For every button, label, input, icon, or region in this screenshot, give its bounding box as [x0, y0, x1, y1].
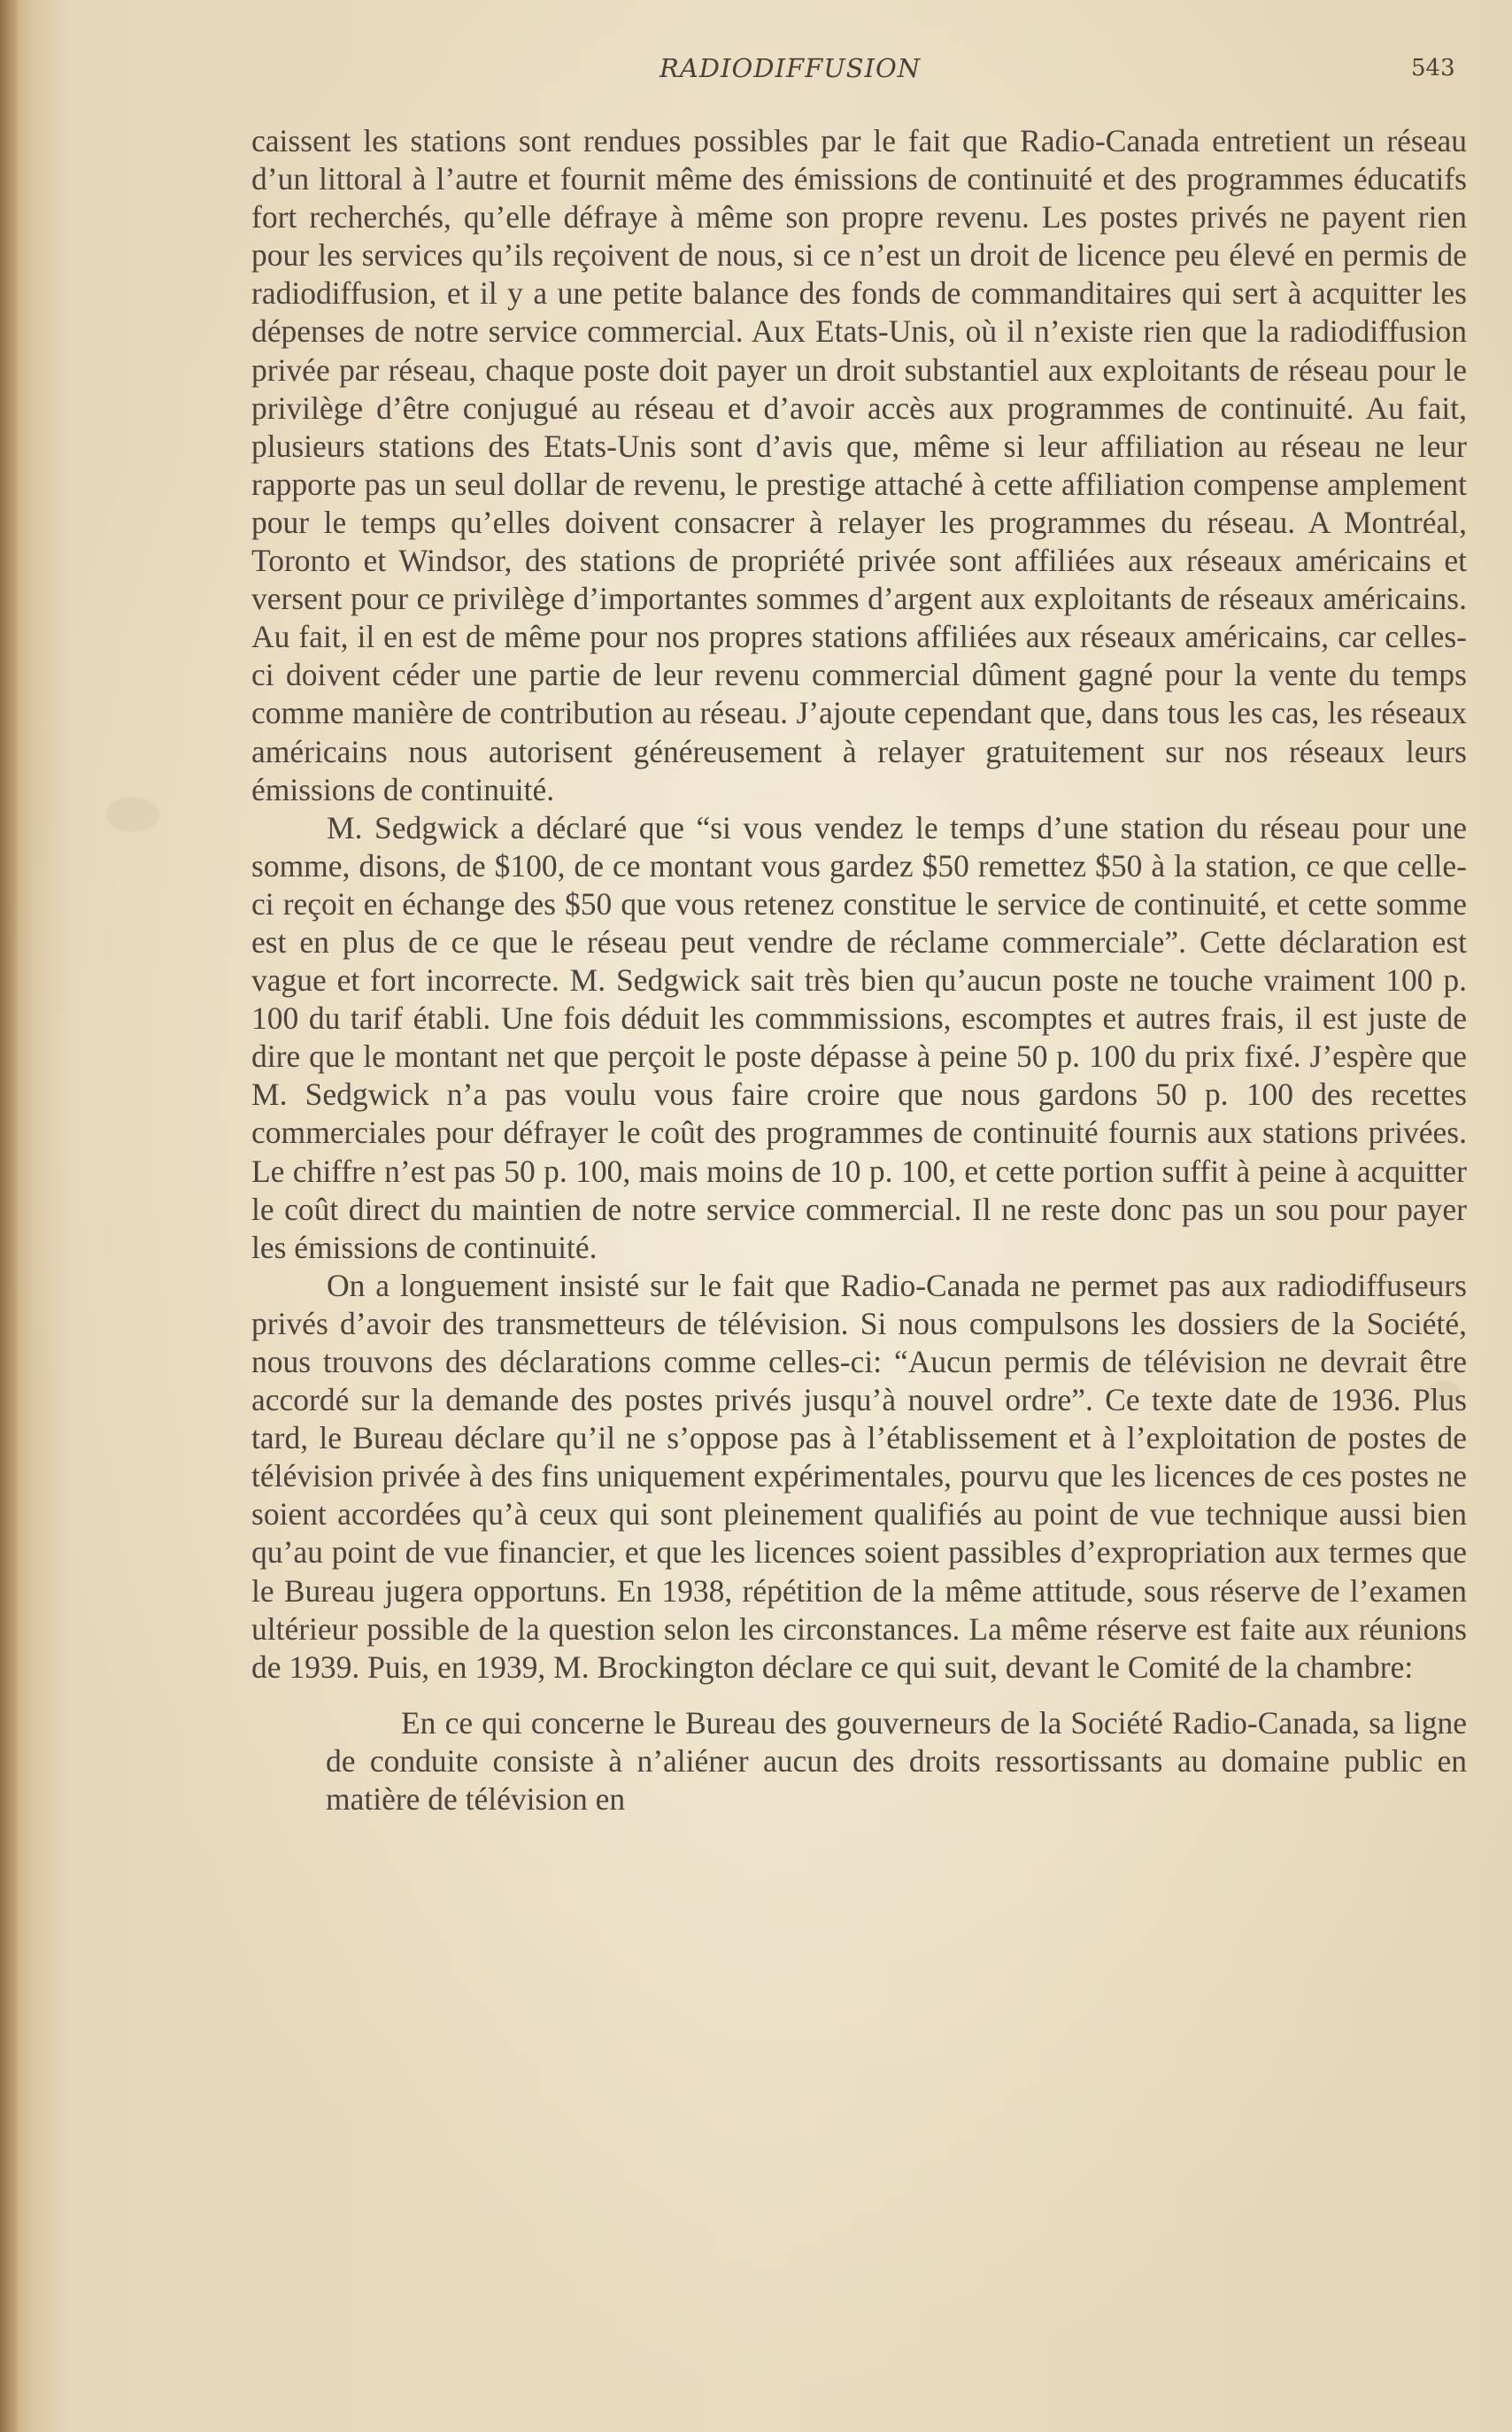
paragraph-television: On a longuement insisté sur le fait que Radio-Canada ne permet pas aux radiodiffuseurs privés d’avoir des transmetteurs de télévision. Si nous compulsons les dossiers de la Société, nous trouvons des déclarations comme celles-ci: “Aucun permis de télévision ne devrait être accordé sur la demande des postes privés jusqu’à nouvel ordre”. Ce texte date de 1936. Plus tard, le Bureau déclare qu’il ne s’oppose pas à l’établissement et à l’exploitation de postes de télévision privée à des fins uniquement expérimentales, pourvu que les licences de ces postes ne soient accordées qu’à ceux qui sont pleinement qualifiés au point de vue technique aussi bien qu’au point de vue financier, et que les licences soient passibles d’expropriation aux termes que le Bureau jugera opportuns. En 1938, répétition de la même attitude, sous réserve de l’examen ultérieur possible de la question selon les circonstances. La même réserve est faite aux réunions de 1939. Puis, en 1939, M. Brockington déclare ce qui suit, devant le Comité de la chambre:	[251, 1267, 1467, 1685]
body-text	[251, 122, 1467, 1818]
paragraph-continued: caissent les stations sont rendues possibles par le fait que Radio-Canada entretient un réseau d’un littoral à l’autre et fournit même des émissions de continuité et des programmes éducatifs fort recherchés, qu’elle défraye à même son propre revenu. Les postes privés ne payent rien pour les services qu’ils reçoivent de nous, si ce n’est un droit de licence peu élevé en permis de radiodiffusion, et il y a une petite balance des fonds de commanditaires qui sert à acquitter les dépenses de notre service commercial. Aux Etats-Unis, où il n’existe rien que la radiodiffusion privée par réseau, chaque poste doit payer un droit substantiel aux exploitants de réseau pour le privilège d’être conjugué au réseau et d’avoir accès aux programmes de continuité. Au fait, plusieurs stations des Etats-Unis sont d’avis que, même si leur affiliation au réseau ne leur rapporte pas un seul dollar de revenu, le prestige attaché à cette affiliation compense amplement pour le temps qu’elles doivent consacrer à relayer les programmes du réseau. A Montréal, Toronto et Windsor, des stations de propriété privée sont affiliées aux réseaux américains et versent pour ce privilège d’importantes sommes d’argent aux exploitants de réseaux américains. Au fait, il en est de même pour nos propres stations affiliées aux réseaux américains, car celles-ci doivent céder une partie de leur revenu commercial dûment gagné pour la vente du temps comme manière de contribution au réseau. J’ajoute cependant que, dans tous les cas, les réseaux américains nous autorisent généreusement à relayer gratuitement sur nos réseaux leurs émissions de continuité.	[251, 123, 1467, 807]
block-quote: En ce qui concerne le Bureau des gouverneurs de la Société Radio-Canada, sa ligne de conduite consiste à n’aliéner aucun des droits ressortissants au domaine public en matière de télévision en	[326, 1704, 1467, 1818]
page-binding-edge	[0, 0, 19, 2432]
paper-stain	[106, 797, 159, 832]
paragraph-sedgwick: M. Sedgwick a déclaré que “si vous vendez le temps d’une station du réseau pour une somme, disons, de $100, de ce montant vous gardez $50 remettez $50 à la station, ce que celle-ci reçoit en échange des $50 que vous retenez constitue le service de continuité, et cette somme est en plus de ce que le réseau peut vendre de réclame commerciale”. Cette déclaration est vague et fort incorrecte. M. Sedgwick sait très bien qu’aucun poste ne touche vraiment 100 p. 100 du tarif établi. Une fois déduit les commmissions, escomptes et autres frais, il est juste de dire que le montant net que perçoit le poste dépasse à peine 50 p. 100 du prix fixé. J’espère que M. Sedgwick n’a pas voulu vous faire croire que nous gardons 50 p. 100 des recettes commerciales pour défrayer le coût des programmes de continuité fournis aux stations privées. Le chiffre n’est pas 50 p. 100, mais moins de 10 p. 100, et cette portion suffit à peine à acquitter le coût direct du maintien de notre service commercial. Il ne reste donc pas un sou pour payer les émissions de continuité.	[251, 809, 1467, 1265]
running-title: RADIODIFFUSION	[660, 53, 922, 83]
page-number: 543	[1411, 55, 1455, 81]
running-header	[0, 53, 1512, 89]
